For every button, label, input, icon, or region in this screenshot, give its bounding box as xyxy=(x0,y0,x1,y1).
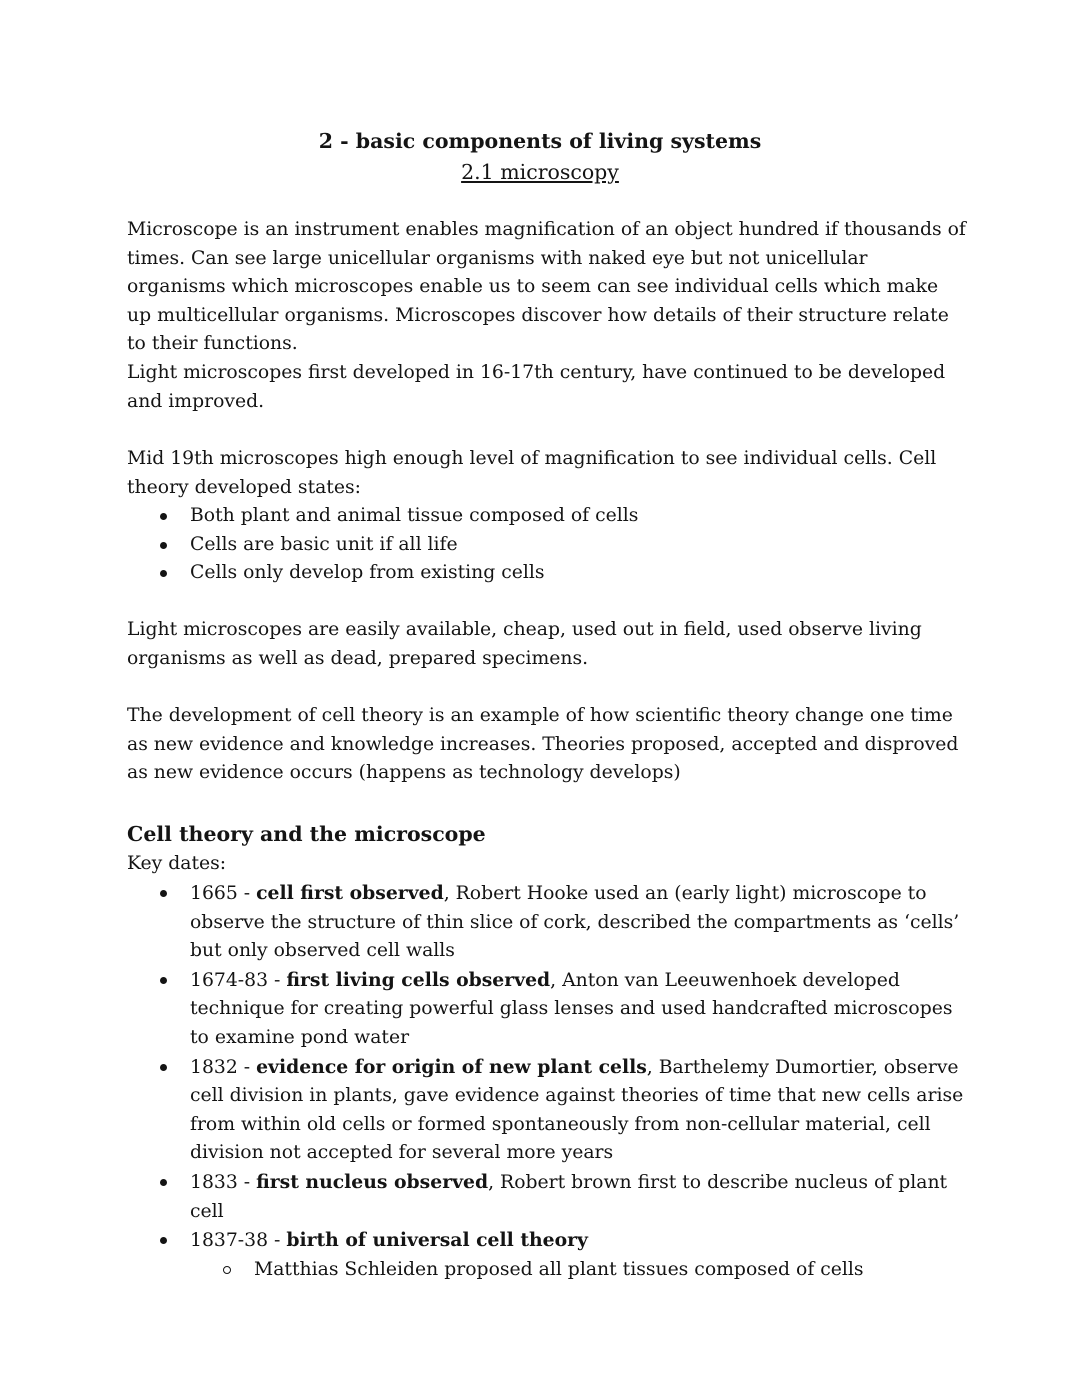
paragraph-cell-theory-development: The development of cell theory is an example of how scientific theory change one time as new evidence and knowledge increases. Theories proposed, accepted and disproved as new evidence occurs (happens as technology develops) xyxy=(127,705,959,784)
list-item: 1833 - first nucleus observed, Robert brown first to describe nucleus of plant cell xyxy=(127,1168,967,1226)
paragraph-microscope-intro: Microscope is an instrument enables magnification of an object hundred if thousands of times. Can see large unicellular organisms with naked eye but not unicellular organisms which microscopes enable us to seem can see individual cells which make up multicellular organisms. Microscopes discover how details of their structure relate to their functions. xyxy=(127,219,966,355)
list-item: 1665 - cell first observed, Robert Hooke used an (early light) microscope to observe the structure of thin slice of cork, described the compartments as ‘cells’ but only observed cell walls xyxy=(127,879,967,966)
cell-theory-list xyxy=(127,502,967,588)
list-item: Both plant and animal tissue composed of cells xyxy=(127,502,967,531)
key-dates-label: Key dates: xyxy=(127,853,227,874)
paragraph-light-microscope-uses: Light microscopes are easily available, cheap, used out in field, used observe living organisms as well as dead, prepared specimens. xyxy=(127,619,922,669)
list-item: Cells are basic unit if all life xyxy=(127,531,967,560)
section-heading: Cell theory and the microscope xyxy=(127,822,486,846)
list-item: Cells only develop from existing cells xyxy=(127,559,967,588)
paragraph-cell-theory-intro: Mid 19th microscopes high enough level of magnification to see individual cells. Cell theory developed states: xyxy=(127,448,937,498)
page-title: 2 - basic components of living systems xyxy=(318,129,762,153)
list-item: 1832 - evidence for origin of new plant cells, Barthelemy Dumortier, observe cell division in plants, gave evidence against theories of time that new cells arise from within old cells or formed spontaneously from non-cellular material, cell division not accepted for several more years xyxy=(127,1053,967,1168)
list-item: 1837-38 - birth of universal cell theory Matthias Schleiden proposed all plant tissues composed of cells xyxy=(127,1226,967,1284)
sub-list-item: Matthias Schleiden proposed all plant tissues composed of cells xyxy=(190,1256,967,1285)
list-item: 1674-83 - first living cells observed, Anton van Leeuwenhoek developed technique for creating powerful glass lenses and used handcrafted microscopes to examine pond water xyxy=(127,966,967,1053)
sub-list xyxy=(190,1256,967,1285)
page-subtitle: 2.1 microscopy xyxy=(461,160,619,184)
key-dates-list xyxy=(127,879,967,1284)
paragraph-light-microscopes-history: Light microscopes first developed in 16-17th century, have continued to be developed and improved. xyxy=(127,362,946,412)
